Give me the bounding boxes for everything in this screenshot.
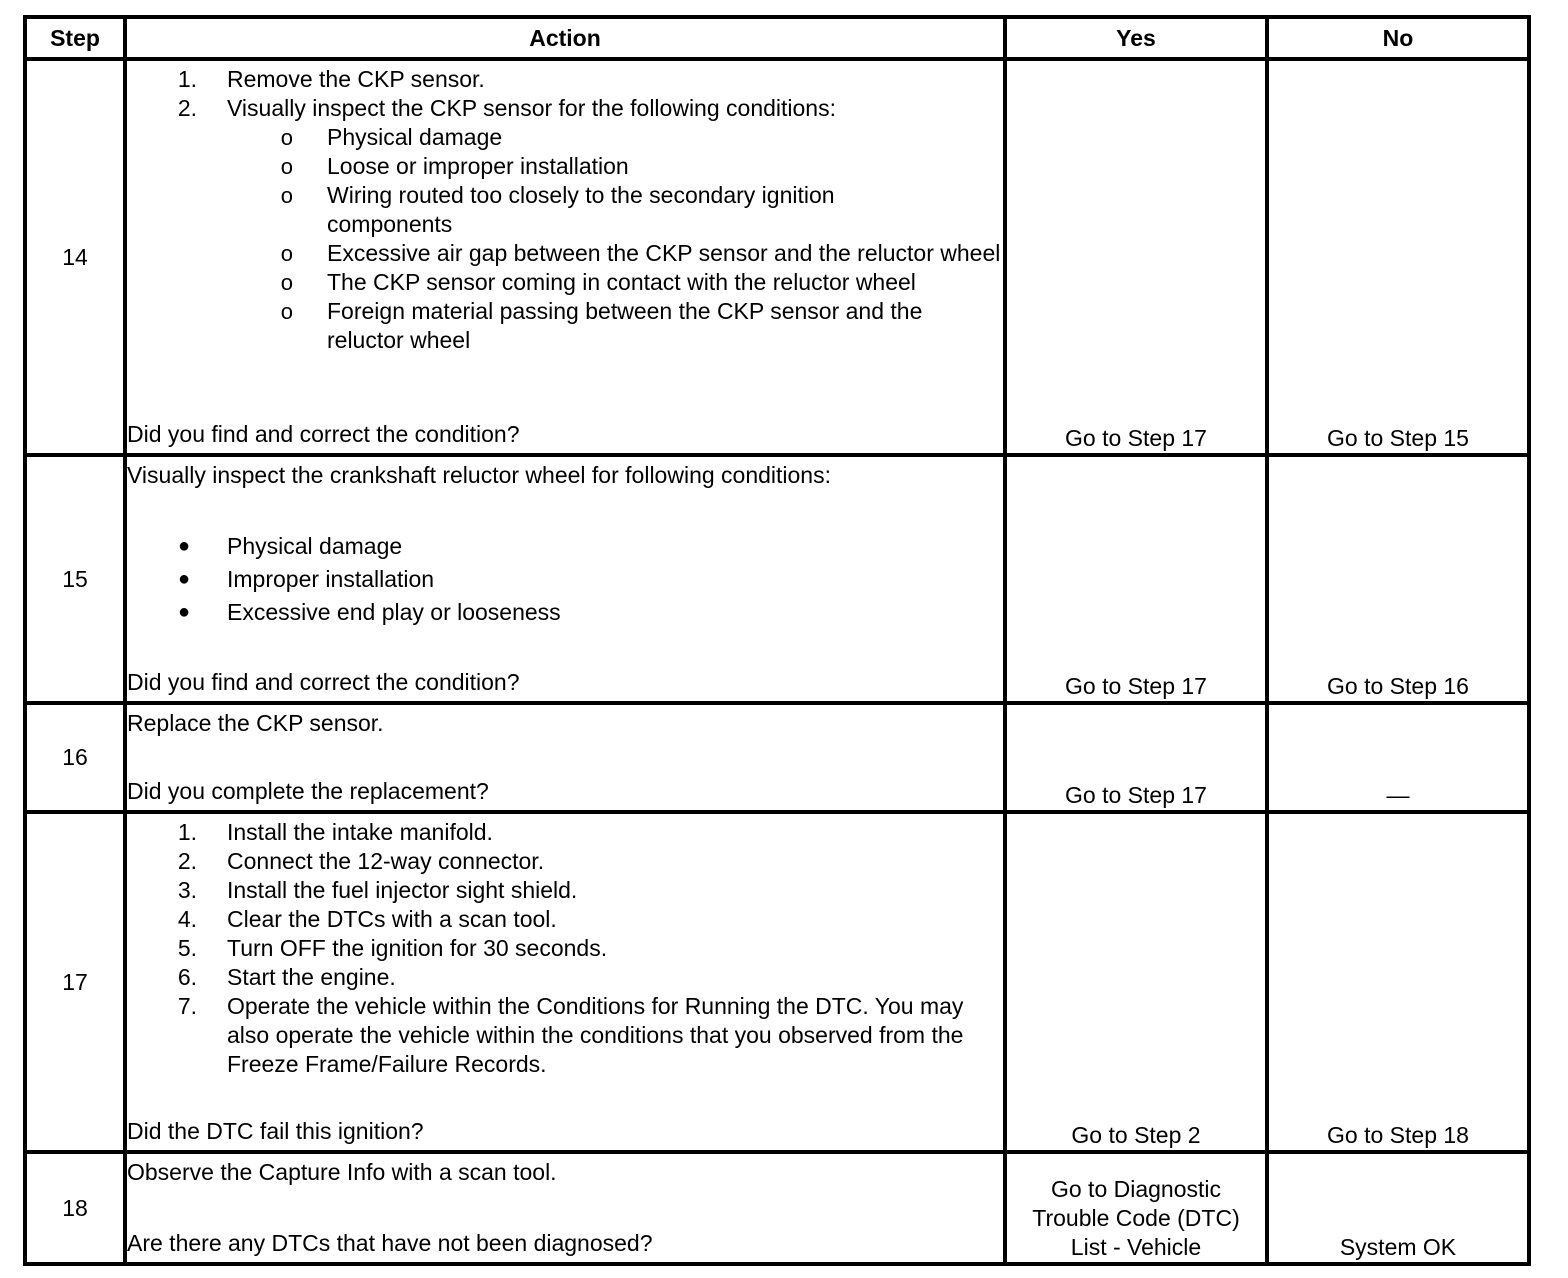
list-item: 2. Connect the 12-way connector.: [177, 848, 545, 874]
table-row-step-15: [25, 455, 1529, 703]
sub-list-item: o Wiring routed too closely to the secondary ignition components: [280, 182, 835, 237]
table-row-step-14: [25, 59, 1529, 455]
question: Did you complete the replacement?: [127, 778, 489, 804]
no-cell: Go to Step 16: [1267, 455, 1529, 703]
sub-list-item: o Excessive air gap between the CKP sensor and the reluctor wheel: [280, 240, 1001, 266]
table-row-step-16: [25, 703, 1529, 812]
step-number: 18: [25, 1152, 125, 1264]
sub-list-item: o The CKP sensor coming in contact with the reluctor wheel: [280, 269, 916, 295]
sub-list-item: o Foreign material passing between the CKP sensor and the reluctor wheel: [280, 298, 923, 353]
step-number: 15: [25, 455, 125, 703]
no-cell: System OK: [1267, 1152, 1529, 1264]
no-cell: Go to Step 15: [1267, 59, 1529, 455]
list-item: 2. Visually inspect the CKP sensor for the following conditions:: [177, 95, 836, 121]
question: Did you find and correct the condition?: [127, 421, 520, 447]
header-row: [25, 17, 1529, 59]
header-yes: Yes: [1005, 17, 1267, 59]
bullet-item: ● Physical damage: [177, 533, 403, 559]
no-cell: Go to Step 18: [1267, 812, 1529, 1152]
yes-cell: Go to Diagnostic Trouble Code (DTC) List - Vehicle: [1005, 1152, 1267, 1264]
list-item: 5. Turn OFF the ignition for 30 seconds.: [177, 935, 608, 961]
action-cell: [125, 1152, 1005, 1264]
question: Did you find and correct the condition?: [127, 669, 520, 695]
step-number: 17: [25, 812, 125, 1152]
action-cell: [125, 812, 1005, 1152]
bullet-item: ● Excessive end play or looseness: [177, 599, 561, 625]
question: Are there any DTCs that have not been diagnosed?: [127, 1230, 653, 1256]
action-intro: Observe the Capture Info with a scan tool.: [127, 1159, 557, 1185]
header-step: Step: [25, 17, 125, 59]
action-cell: [125, 59, 1005, 455]
yes-cell: Go to Step 2: [1005, 812, 1267, 1152]
question: Did the DTC fail this ignition?: [127, 1118, 424, 1144]
action-cell: [125, 703, 1005, 812]
header-no: No: [1267, 17, 1529, 59]
sub-list-item: o Loose or improper installation: [280, 153, 629, 179]
table-row-step-18: [25, 1152, 1529, 1264]
yes-cell: Go to Step 17: [1005, 59, 1267, 455]
list-item: 1. Install the intake manifold.: [177, 819, 493, 845]
step-number: 16: [25, 703, 125, 812]
list-item: 1. Remove the CKP sensor.: [177, 66, 485, 92]
list-item: 6. Start the engine.: [177, 964, 396, 990]
header-action: Action: [125, 17, 1005, 59]
step-number: 14: [25, 59, 125, 455]
action-cell: [125, 455, 1005, 703]
no-cell: —: [1267, 703, 1529, 812]
sub-list-item: o Physical damage: [280, 124, 503, 150]
diagnostic-table: [23, 15, 1531, 1266]
table-row-step-17: [25, 812, 1529, 1152]
action-intro: Replace the CKP sensor.: [127, 710, 384, 736]
yes-cell: Go to Step 17: [1005, 455, 1267, 703]
bullet-item: ● Improper installation: [177, 566, 435, 592]
action-intro: Visually inspect the crankshaft reluctor wheel for following conditions:: [127, 462, 831, 488]
yes-cell: Go to Step 17: [1005, 703, 1267, 812]
list-item: 3. Install the fuel injector sight shield.: [177, 877, 578, 903]
list-item: 7. Operate the vehicle within the Conditions for Running the DTC. You may also operate the vehicle within the conditions that you observed from the Freeze Frame/Failure Records.: [177, 993, 964, 1077]
list-item: 4. Clear the DTCs with a scan tool.: [177, 906, 557, 932]
